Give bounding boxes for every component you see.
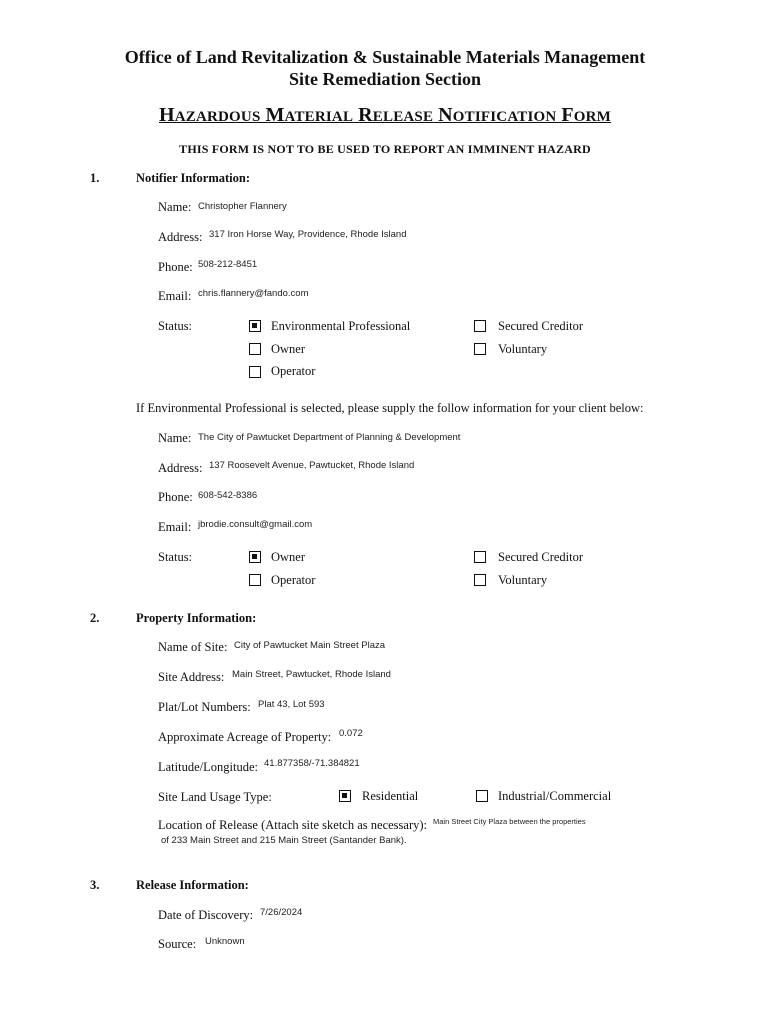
form-title-rest: ELEASE	[372, 109, 434, 125]
form-title-rest: OTIFICATION	[452, 109, 557, 125]
status-option-label: Voluntary	[498, 342, 548, 356]
section-1-heading: Notifier Information:	[136, 171, 250, 185]
client-status-label: Status:	[158, 550, 193, 564]
client-email-field[interactable]: jbrodie.consult@gmail.com	[198, 519, 313, 530]
site-name-label: Name of Site:	[158, 640, 228, 654]
release-location-label: Location of Release (Attach site sketch as necessary):	[158, 818, 427, 832]
status-option-label: Operator	[271, 364, 316, 378]
notifier-status-label: Status:	[158, 319, 193, 333]
form-title	[0, 104, 770, 127]
source-field[interactable]: Unknown	[205, 936, 245, 947]
plat-lot-label: Plat/Lot Numbers:	[158, 700, 251, 714]
notifier-name-label: Name:	[158, 200, 192, 214]
notifier-email-label: Email:	[158, 289, 192, 303]
land-usage-label: Site Land Usage Type:	[158, 790, 272, 804]
client-info-instructions: If Environmental Professional is selected, please supply the follow information for your client below:	[136, 401, 644, 415]
acreage-label: Approximate Acreage of Property:	[158, 730, 332, 744]
client-address-field[interactable]: 137 Roosevelt Avenue, Pawtucket, Rhode Island	[209, 460, 415, 471]
section-3-number: 3.	[90, 878, 100, 892]
lat-long-field[interactable]: 41.877358/-71.384821	[264, 758, 360, 769]
form-title-cap: H	[158, 104, 175, 126]
notifier-phone-field[interactable]: 508-212-8451	[198, 259, 258, 270]
status-option-label: Owner	[271, 342, 306, 356]
client-status-option-label: Owner	[271, 550, 306, 564]
site-address-field[interactable]: Main Street, Pawtucket, Rhode Island	[232, 669, 391, 680]
client-name-label: Name:	[158, 431, 192, 445]
client-status-voluntary-checkbox[interactable]	[474, 574, 486, 586]
discovery-date-label: Date of Discovery:	[158, 908, 254, 922]
usage-industrial-commercial-checkbox[interactable]	[476, 790, 488, 802]
form-title-rest: ORM	[573, 109, 612, 125]
status-voluntary-checkbox[interactable]	[474, 343, 486, 355]
client-phone-label: Phone:	[158, 490, 193, 504]
release-location-field-continued[interactable]: of 233 Main Street and 215 Main Street (Santander Bank).	[161, 835, 407, 846]
form-title-cap: F	[561, 104, 574, 126]
imminent-hazard-warning: THIS FORM IS NOT TO BE USED TO REPORT AN IMMINENT HAZARD	[179, 142, 591, 156]
form-title-rest: ATERIAL	[284, 109, 354, 125]
plat-lot-field[interactable]: Plat 43, Lot 593	[258, 699, 325, 710]
site-address-label: Site Address:	[158, 670, 225, 684]
status-owner-checkbox[interactable]	[249, 343, 261, 355]
client-name-field[interactable]: The City of Pawtucket Department of Planning & Development	[198, 432, 461, 443]
status-option-label: Environmental Professional	[271, 319, 411, 333]
status-option-label: Secured Creditor	[498, 319, 584, 333]
client-status-option-label: Secured Creditor	[498, 550, 584, 564]
source-label: Source:	[158, 937, 197, 951]
client-email-label: Email:	[158, 520, 192, 534]
client-status-option-label: Operator	[271, 573, 316, 587]
site-name-field[interactable]: City of Pawtucket Main Street Plaza	[234, 640, 386, 651]
section-2-number: 2.	[90, 611, 100, 625]
usage-option-label: Residential	[362, 789, 419, 803]
status-secured-creditor-checkbox[interactable]	[474, 320, 486, 332]
client-status-secured-creditor-checkbox[interactable]	[474, 551, 486, 563]
discovery-date-field[interactable]: 7/26/2024	[260, 907, 303, 918]
acreage-field[interactable]: 0.072	[339, 728, 363, 739]
section-2-heading: Property Information:	[136, 611, 257, 625]
release-location-field[interactable]: Main Street City Plaza between the properties	[433, 817, 586, 826]
notifier-address-field[interactable]: 317 Iron Horse Way, Providence, Rhode Island	[209, 229, 407, 240]
notifier-email-field[interactable]: chris.flannery@fando.com	[198, 288, 309, 299]
usage-option-label: Industrial/Commercial	[498, 789, 612, 803]
form-title-cap: M	[265, 104, 285, 126]
client-address-label: Address:	[158, 461, 203, 475]
status-environmental-professional-checkbox[interactable]	[249, 320, 261, 332]
section-title: Site Remediation Section	[289, 69, 481, 89]
form-title-rest: AZARDOUS	[174, 109, 261, 125]
client-status-option-label: Voluntary	[498, 573, 548, 587]
client-phone-field[interactable]: 608-542-8386	[198, 490, 258, 501]
notifier-phone-label: Phone:	[158, 260, 193, 274]
notifier-address-label: Address:	[158, 230, 203, 244]
form-title-cap: N	[438, 104, 453, 126]
office-title: Office of Land Revitalization & Sustainable Materials Management	[124, 47, 646, 67]
form-title-cap: R	[358, 104, 373, 126]
section-3-heading: Release Information:	[136, 878, 249, 892]
notifier-name-field[interactable]: Christopher Flannery	[198, 201, 287, 212]
client-status-operator-checkbox[interactable]	[249, 574, 261, 586]
section-1-number: 1.	[90, 171, 100, 185]
lat-long-label: Latitude/Longitude:	[158, 760, 258, 774]
status-operator-checkbox[interactable]	[249, 366, 261, 378]
usage-residential-checkbox[interactable]	[339, 790, 351, 802]
client-status-owner-checkbox[interactable]	[249, 551, 261, 563]
